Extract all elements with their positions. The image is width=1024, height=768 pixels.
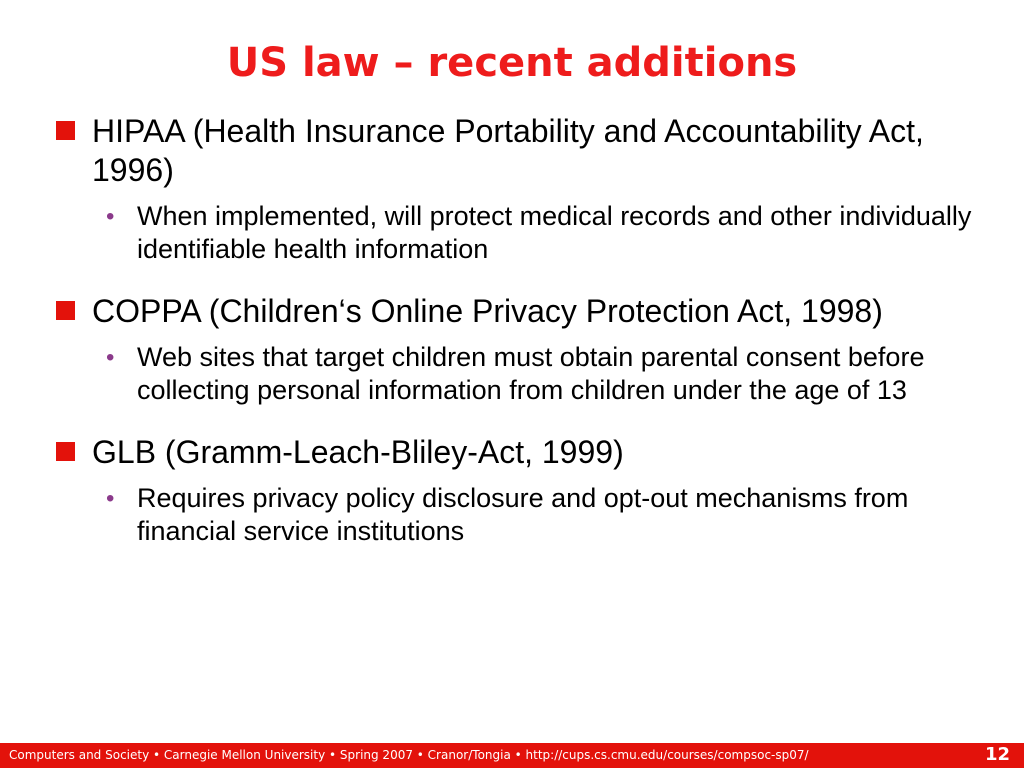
bullet-coppa [56,292,996,331]
slide-footer [0,743,1024,768]
sub-bullet-text: Requires privacy policy disclosure and opt-out mechanisms from financial service institutions [137,483,909,546]
dot-bullet-icon: • [106,344,115,371]
bullet-glb [56,433,996,472]
sub-bullet-text: When implemented, will protect medical records and other individually identifiable health information [137,201,972,264]
bullet-text: COPPA (Children‘s Online Privacy Protection Act, 1998) [92,293,883,329]
dot-bullet-icon: • [106,203,115,230]
page-number: 12 [984,744,1010,765]
footer-text: Computers and Society • Carnegie Mellon University • Spring 2007 • Cranor/Tongia • http://cups.cs.cmu.edu/courses/compsoc-sp07/ [9,748,809,762]
dot-bullet-icon: • [106,485,115,512]
square-bullet-icon [56,121,75,140]
sub-bullet-text: Web sites that target children must obtain parental consent before collecting personal information from children under the age of 13 [137,342,925,405]
sub-bullet-glb [56,482,996,548]
bullet-hipaa [56,112,996,190]
bullet-text: GLB (Gramm-Leach-Bliley-Act, 1999) [92,434,624,470]
square-bullet-icon [56,442,75,461]
sub-bullet-coppa [56,341,996,407]
square-bullet-icon [56,301,75,320]
bullet-text: HIPAA (Health Insurance Portability and Accountability Act, 1996) [92,113,924,188]
sub-bullet-hipaa [56,200,996,266]
slide-title: US law – recent additions [226,40,798,86]
slide-content [56,112,996,548]
